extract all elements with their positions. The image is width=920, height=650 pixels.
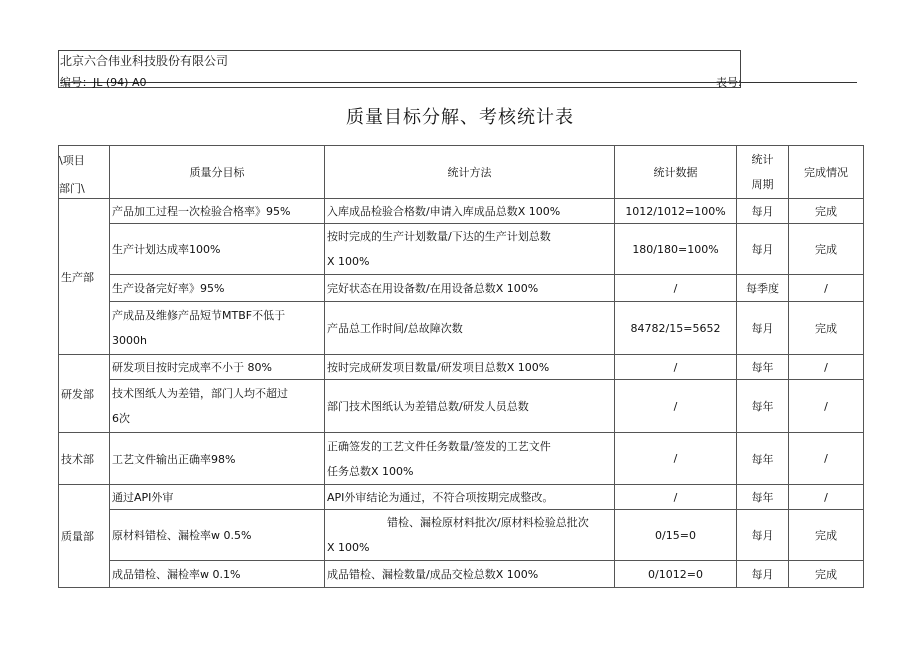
form-code: 编号：JL (94) A0 — [60, 76, 147, 89]
method-line: X 100% — [327, 255, 370, 268]
corner-cell — [59, 146, 110, 199]
dept-production: 生产部 — [59, 199, 110, 355]
period-cell: 每季度 — [737, 275, 789, 302]
goal-line: 3000h — [112, 334, 147, 347]
period-cell: 每月 — [737, 561, 789, 588]
data-cell: 1012/1012=100% — [615, 199, 737, 224]
method-cell — [325, 433, 615, 485]
table-row — [59, 380, 864, 433]
col-header-period-line1: 统计 — [751, 153, 774, 166]
data-cell: 180/180=100% — [615, 224, 737, 275]
period-cell: 每年 — [737, 485, 789, 510]
data-cell: / — [615, 275, 737, 302]
data-cell: / — [615, 485, 737, 510]
method-cell: 成品错检、漏检数量/成品交检总数X 100% — [325, 561, 615, 588]
method-line: 任务总数X 100% — [327, 464, 414, 478]
method-cell — [325, 510, 615, 561]
corner-top-label: \项目 — [59, 154, 85, 167]
data-cell: 0/15=0 — [615, 510, 737, 561]
method-line: 正确签发的工艺文件任务数量/签发的工艺文件 — [327, 439, 551, 453]
method-cell: 产品总工作时间/总故障次数 — [325, 302, 615, 355]
status-cell: 完成 — [789, 561, 864, 588]
period-cell: 每年 — [737, 355, 789, 380]
form-number-label: 表号: — [716, 76, 742, 89]
data-cell: 0/1012=0 — [615, 561, 737, 588]
status-cell: / — [789, 485, 864, 510]
goal-cell: 原材料错检、漏检率w 0.5% — [110, 510, 325, 561]
goal-line: 6次 — [112, 412, 130, 425]
data-cell: 84782/15=5652 — [615, 302, 737, 355]
corner-bottom-label: 部门\ — [59, 182, 85, 195]
goal-line: 技术图纸人为差错，部门人均不超过 — [112, 387, 288, 400]
status-cell: 完成 — [789, 199, 864, 224]
status-cell: / — [789, 275, 864, 302]
table-row — [59, 355, 864, 380]
goal-cell — [110, 302, 325, 355]
col-header-method: 统计方法 — [325, 146, 615, 199]
data-cell: / — [615, 433, 737, 485]
goal-cell: 工艺文件输出正确率98% — [110, 433, 325, 485]
table-row — [59, 433, 864, 485]
table-row — [59, 302, 864, 355]
col-header-status: 完成情况 — [789, 146, 864, 199]
goal-cell — [110, 380, 325, 433]
goal-cell: 生产设备完好率》95% — [110, 275, 325, 302]
method-cell: 完好状态在用设备数/在用设备总数X 100% — [325, 275, 615, 302]
method-line: 按时完成的生产计划数量/下达的生产计划总数 — [327, 230, 551, 243]
goal-cell: 产品加工过程一次检验合格率》95% — [110, 199, 325, 224]
status-cell: / — [789, 433, 864, 485]
goal-line: 产成品及维修产品短节MTBF不低于 — [112, 309, 286, 322]
method-cell — [325, 224, 615, 275]
table-row — [59, 275, 864, 302]
col-header-period-line2: 周期 — [751, 178, 774, 191]
dept-tech: 技术部 — [59, 433, 110, 485]
col-header-period — [737, 146, 789, 199]
col-header-goal: 质量分目标 — [110, 146, 325, 199]
method-cell: 部门技术图纸认为差错总数/研发人员总数 — [325, 380, 615, 433]
col-header-data: 统计数据 — [615, 146, 737, 199]
method-line: X 100% — [327, 541, 370, 554]
goal-cell: 通过API外审 — [110, 485, 325, 510]
table-row — [59, 510, 864, 561]
period-cell: 每月 — [737, 510, 789, 561]
period-cell: 每月 — [737, 199, 789, 224]
data-cell: / — [615, 355, 737, 380]
dept-rnd: 研发部 — [59, 355, 110, 433]
period-cell: 每年 — [737, 433, 789, 485]
goal-cell: 生产计划达成率100% — [110, 224, 325, 275]
table-header-row — [59, 146, 864, 199]
table-row — [59, 485, 864, 510]
quality-target-table — [58, 145, 864, 588]
data-cell: / — [615, 380, 737, 433]
period-cell: 每月 — [737, 224, 789, 275]
period-cell: 每年 — [737, 380, 789, 433]
goal-cell: 研发项目按时完成率不小于 80% — [110, 355, 325, 380]
page-title: 质量目标分解、考核统计表 — [346, 107, 574, 128]
method-cell: 入库成品检验合格数/申请入库成品总数X 100% — [325, 199, 615, 224]
status-cell: 完成 — [789, 302, 864, 355]
status-cell: / — [789, 380, 864, 433]
company-name: 北京六合伟业科技股份有限公司 — [60, 54, 229, 68]
status-cell: 完成 — [789, 224, 864, 275]
goal-cell: 成品错检、漏检率w 0.1% — [110, 561, 325, 588]
method-line: 错检、漏检原材料批次/原材料检验总批次 — [387, 516, 589, 529]
table-row — [59, 561, 864, 588]
status-cell: / — [789, 355, 864, 380]
status-cell: 完成 — [789, 510, 864, 561]
table-row — [59, 224, 864, 275]
dept-quality: 质量部 — [59, 485, 110, 588]
table-row — [59, 199, 864, 224]
method-cell: API外审结论为通过，不符合项按期完成整改。 — [325, 485, 615, 510]
period-cell: 每月 — [737, 302, 789, 355]
method-cell: 按时完成研发项目数量/研发项目总数X 100% — [325, 355, 615, 380]
